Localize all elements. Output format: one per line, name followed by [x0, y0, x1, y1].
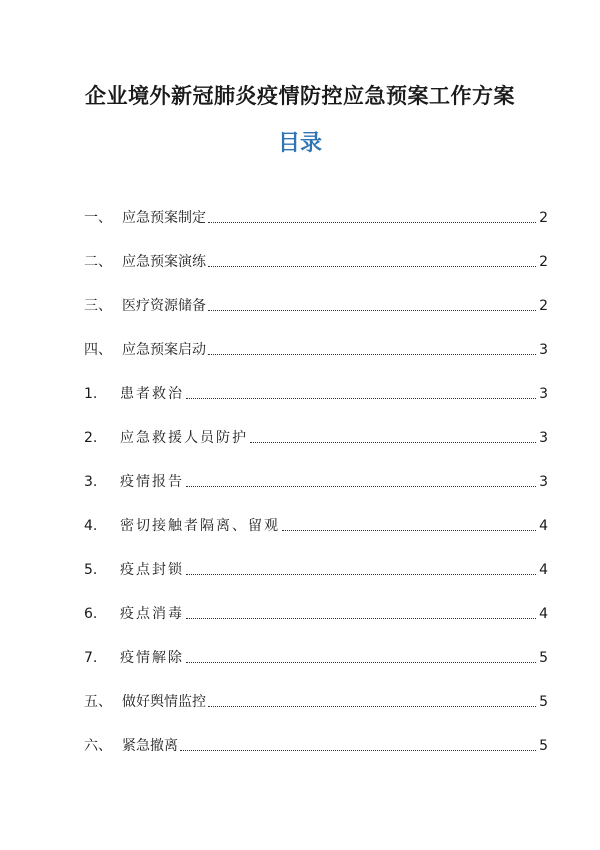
toc-dot-leader [186, 574, 536, 575]
toc-entry[interactable] [84, 447, 548, 491]
toc-entry[interactable] [84, 315, 548, 359]
toc-entry-number: 7. [84, 650, 98, 666]
toc-entry-page: 5 [539, 650, 548, 666]
toc-entry-label: 密切接触者隔离、留观 [120, 518, 280, 534]
document-title: 企业境外新冠肺炎疫情防控应急预案工作方案 [85, 84, 515, 108]
toc-entry-label: 疫点消毒 [120, 606, 184, 622]
toc-entry-page: 3 [539, 342, 548, 358]
toc-entry-number: 一、 [84, 210, 112, 226]
toc-dot-leader [208, 266, 536, 267]
toc-entry-number: 6. [84, 606, 98, 622]
toc-entry[interactable] [84, 271, 548, 315]
toc-entry-page: 4 [539, 518, 548, 534]
toc-entry[interactable] [84, 667, 548, 711]
toc-entry[interactable] [84, 491, 548, 535]
toc-dot-leader [282, 530, 536, 531]
toc-entry-page: 5 [539, 738, 548, 754]
toc-entry-number: 1. [84, 386, 98, 402]
toc-entry[interactable] [84, 535, 548, 579]
toc-heading: 目录 [277, 131, 322, 156]
toc-entry-number: 三、 [84, 298, 112, 314]
toc-entry-label: 疫情解除 [120, 650, 184, 666]
toc-entry-number: 3. [84, 474, 98, 490]
toc-entry-page: 2 [539, 298, 548, 314]
toc-dot-leader [186, 398, 536, 399]
toc-entry-number: 4. [84, 518, 98, 534]
toc-entry-label: 应急预案演练 [122, 254, 206, 270]
toc-entry-page: 4 [539, 562, 548, 578]
toc-entry-number: 2. [84, 430, 98, 446]
toc-entry-number: 四、 [84, 342, 112, 358]
toc-entry-page: 5 [539, 694, 548, 710]
toc-dot-leader [186, 662, 536, 663]
toc-entry[interactable] [84, 227, 548, 271]
toc-entry-page: 3 [539, 430, 548, 446]
toc-entry-label: 患者救治 [120, 386, 184, 402]
toc-entry[interactable] [84, 623, 548, 667]
toc-entry[interactable] [84, 183, 548, 227]
toc-dot-leader [208, 354, 536, 355]
toc-entry-label: 疫情报告 [120, 474, 184, 490]
toc-entry-number: 二、 [84, 254, 112, 270]
toc-entry[interactable] [84, 403, 548, 447]
toc-entry[interactable] [84, 359, 548, 403]
toc-dot-leader [180, 750, 536, 751]
toc-entry-page: 2 [539, 210, 548, 226]
toc-dot-leader [186, 486, 536, 487]
toc-entry-page: 3 [539, 474, 548, 490]
toc-dot-leader [208, 222, 536, 223]
toc-entry-number: 五、 [84, 694, 112, 710]
toc-entry-label: 疫点封锁 [120, 562, 184, 578]
toc-entry-page: 2 [539, 254, 548, 270]
toc-entry-page: 4 [539, 606, 548, 622]
toc-entry-label: 紧急撤离 [122, 738, 178, 754]
toc-entry[interactable] [84, 579, 548, 623]
toc-dot-leader [208, 706, 536, 707]
toc-entry-number: 5. [84, 562, 98, 578]
toc-entry-label: 应急预案制定 [122, 210, 206, 226]
toc-entry-label: 应急救援人员防护 [120, 430, 248, 446]
toc-dot-leader [186, 618, 536, 619]
toc-entry-label: 应急预案启动 [122, 342, 206, 358]
table-of-contents [84, 183, 548, 755]
toc-entry-page: 3 [539, 386, 548, 402]
toc-dot-leader [208, 310, 536, 311]
toc-entry[interactable] [84, 711, 548, 755]
toc-dot-leader [250, 442, 536, 443]
toc-entry-label: 医疗资源储备 [122, 298, 206, 314]
toc-entry-number: 六、 [84, 738, 112, 754]
toc-entry-label: 做好舆情监控 [122, 694, 206, 710]
